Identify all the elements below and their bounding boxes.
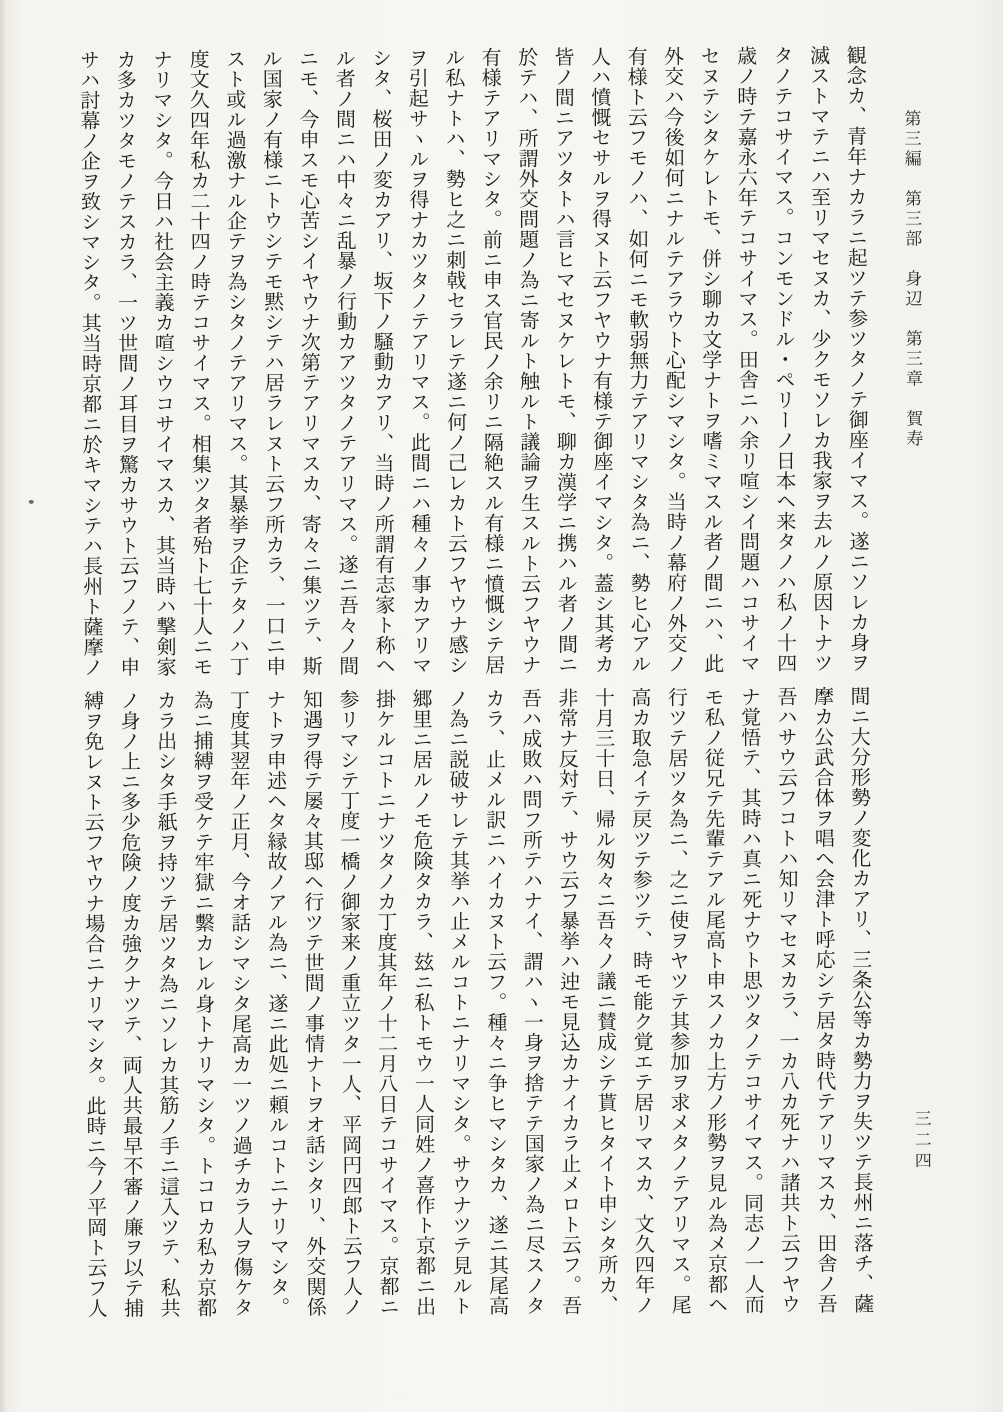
running-head: 第三編 第三部 身辺 第三章 賀寿: [900, 109, 923, 450]
text-block-upper: 観念カ、青年ナカラニ起ツテ参ツタノテ御座イマス。遂ニソレカ身ヲ 滅ストマテニハ至リマセヌカ、少クモソレカ我家ヲ去ルノ原因トナツ タノテコサイマス。コンモンドル・ペリーノ日本ヘ来タノハ私ノ十四 歳ノ時テ嘉永六年テコサイマス。田舎ニハ余リ喧シイ問題ハコサイマ セヌテシタケレトモ、併シ聊カ文学ナトヲ嗜ミマスル者ノ間ニハ、此 外交ハ今後如何ニナルテアラウト心配シマシタ。当時ノ幕府ノ外交ノ 有様ト云フモノハ、如何ニモ軟弱無力テアリマシタ為ニ、勢ヒ心アル 人ハ憤慨セサルヲ得ヌト云フヤウナ有様テ御座イマシタ。蓋シ其考カ 皆ノ間ニアツタトハ言ヒマセヌケレトモ、聊カ漢学ニ携ハル者ノ間ニ 於テハ、所謂外交問題ノ為ニ寄ルト触ルト議論ヲ生スルト云フヤウナ 有様テアリマシタ。前ニ申ス官民ノ余リニ隔絶スル有様ニ憤慨シテ居 ル私ナトハ、勢ヒ之ニ刺戟セラレテ遂ニ何ノ己レカト云フヤウナ感シ ヲ引起サヽルヲ得ナカツタノテアリマス。此間ニハ種々ノ事カアリマ シタ、桜田ノ変カアリ、坂下ノ騒動カアリ、当時ノ所謂有志家ト称ヘ ル者ノ間ニハ中々ニ乱暴ノ行動カアツタノテアリマス。遂ニ吾々ノ間 ニモ、今申スモ心苦シイヤウナ次第テアリマスカ、寄々ニ集ツテ、斯 ル国家ノ有様ニトウシテモ黙シテハ居ラレヌト云フ所カラ、一口ニ申 スト或ル過激ナル企テヲ為シタノテアリマス。其暴挙ヲ企テタノハ丁 度文久四年私カ二十四ノ時テコサイマス。相集ツタ者殆ト七十人ニモ ナリマシタ。今日ハ社会主義カ喧シウコサイマスカ、其当時ハ撃剣家 カ多カツタモノテスカラ、一ツ世間ノ耳目ヲ驚カサウト云フノテ、申 サハ討幕ノ企ヲ致シマシタ。其当時京都ニ於キマシテハ長州ト薩摩ノ: [76, 44, 871, 678]
text-block-lower: 間ニ大分形勢ノ変化カアリ、三条公等カ勢力ヲ失ツテ長州ニ落チ、薩 摩カ公武合体ヲ唱ヘ会津ト呼応シテ居タ時代テアリマスカ、田舎ノ吾 吾ハサウ云フコトハ知リマセヌカラ、一カ八カ死ナハ諸共ト云フヤウ ナ覚悟テ、其時ハ真ニ死ナウト思ツタノテコサイマス。同志ノ一人而 モ私ノ従兄テ先輩テアル尾高ト申スノカ上方ノ形勢ヲ見ル為メ京都ヘ 行ツテ居ツタ為ニ、之ニ使ヲヤツテ其参加ヲ求メタノテアリマス。尾 高カ取急イテ戻ツテ参ツテ、時モ能ク覚エテ居リマスカ、文久四年ノ 十月三十日、帰ル匆々ニ吾々ノ議ニ賛成シテ貰ヒタイト申シタ所カ、 非常ナ反対テ、サウ云フ暴挙ハ迚モ見込カナイカラ止メロト云フ。吾 吾ハ成敗ハ問フ所テハナイ、謂ハヽ一身ヲ捨テテ国家ノ為ニ尽スノタ カラ、止メル訳ニハイカヌト云フ。種々ニ争ヒマシタカ、遂ニ其尾高 ノ為ニ説破サレテ其挙ハ止メルコトニナリマシタ。サウナツテ見ルト 郷里ニ居ルノモ危険タカラ、玆ニ私トモウ一人同姓ノ喜作ト京都ニ出 掛ケルコトニナツタノカ丁度其年ノ十二月八日テコサイマス。京都ニ 参リマシテ丁度一橋ノ御家来ノ重立ツタ一人、平岡円四郎ト云フ人ノ 知遇ヲ得テ屡々其邸ヘ行ツテ世間ノ事情ナトヲオ話シタリ、外交関係 ナトヲ申述ヘタ縁故ノアル為ニ、遂ニ此処ニ頼ルコトニナリマシタ。 丁度其翌年ノ正月、今オ話シマシタ尾高カ一ツノ過チカラ人ヲ傷ケタ 為ニ捕縛ヲ受ケテ牢獄ニ繫カレル身トナリマシタ。トコロカ私カ京都 カラ出シタ手紙ヲ持ツテ居ツタ為ニソレカ其筋ノ手ニ這入ツテ、私共 ノ身ノ上ニ多少危険ノ度カ強クナツテ、両人共最早不審ノ廉ヲ以テ捕 縛ヲ免レヌト云フヤウナ場合ニナリマシタ。此時ニ今ノ平岡ト云フ人: [80, 685, 875, 1319]
scan-speck: [29, 500, 34, 504]
page-number: 三二四: [910, 1109, 931, 1173]
